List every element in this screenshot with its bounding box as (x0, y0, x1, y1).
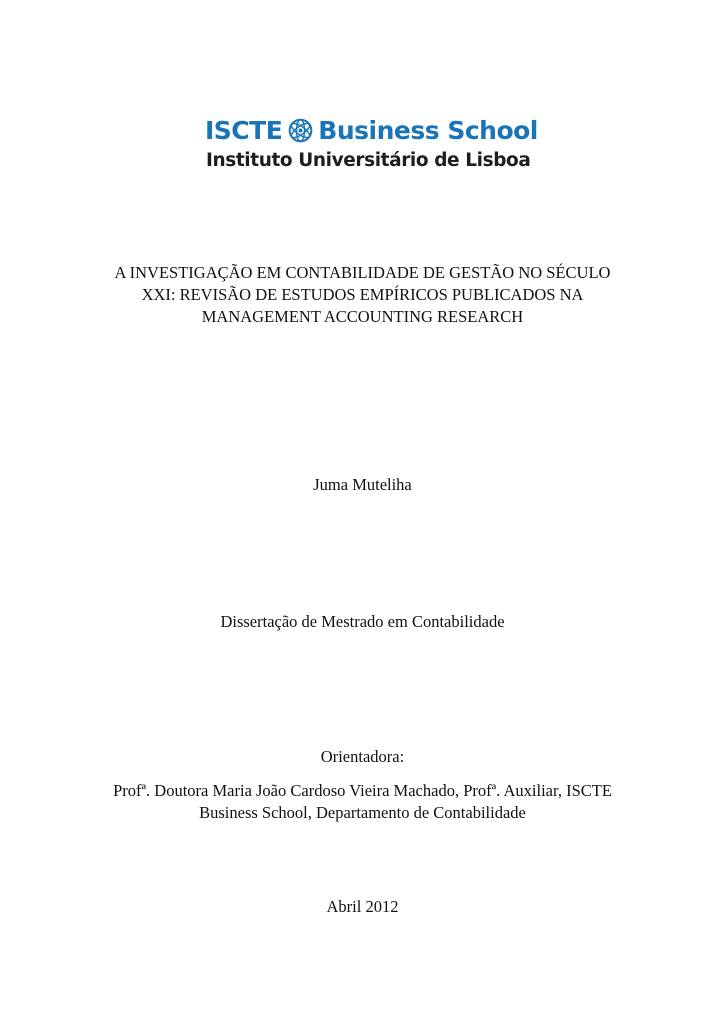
submission-date: Abril 2012 (326, 897, 399, 916)
thesis-title-line-2: XXI: REVISÃO DE ESTUDOS EMPÍRICOS PUBLICADOS NA (141, 285, 584, 304)
author-name: Juma Muteliha (313, 475, 412, 494)
advisor-details (60, 780, 665, 824)
advisor-details-line-2: Business School, Departamento de Contabilidade (199, 803, 526, 822)
globe-emblem-icon (287, 117, 314, 144)
logo-main-row (205, 112, 538, 148)
thesis-title (60, 262, 665, 328)
logo-name-left: ISCTE (205, 115, 283, 145)
advisor-label: Orientadora: (320, 747, 405, 766)
logo-subtitle: Instituto Universitário de Lisboa (206, 150, 531, 171)
logo-name-right: Business School (318, 115, 538, 145)
degree-description: Dissertação de Mestrado em Contabilidade (220, 612, 505, 631)
advisor-details-line-1: Profª. Doutora Maria João Cardoso Vieira Machado, Profª. Auxiliar, ISCTE (113, 781, 612, 800)
institution-logo (205, 112, 538, 178)
thesis-title-line-3: MANAGEMENT ACCOUNTING RESEARCH (201, 307, 524, 326)
thesis-title-line-1: A INVESTIGAÇÃO EM CONTABILIDADE DE GESTÃO NO SÉCULO (114, 263, 611, 282)
